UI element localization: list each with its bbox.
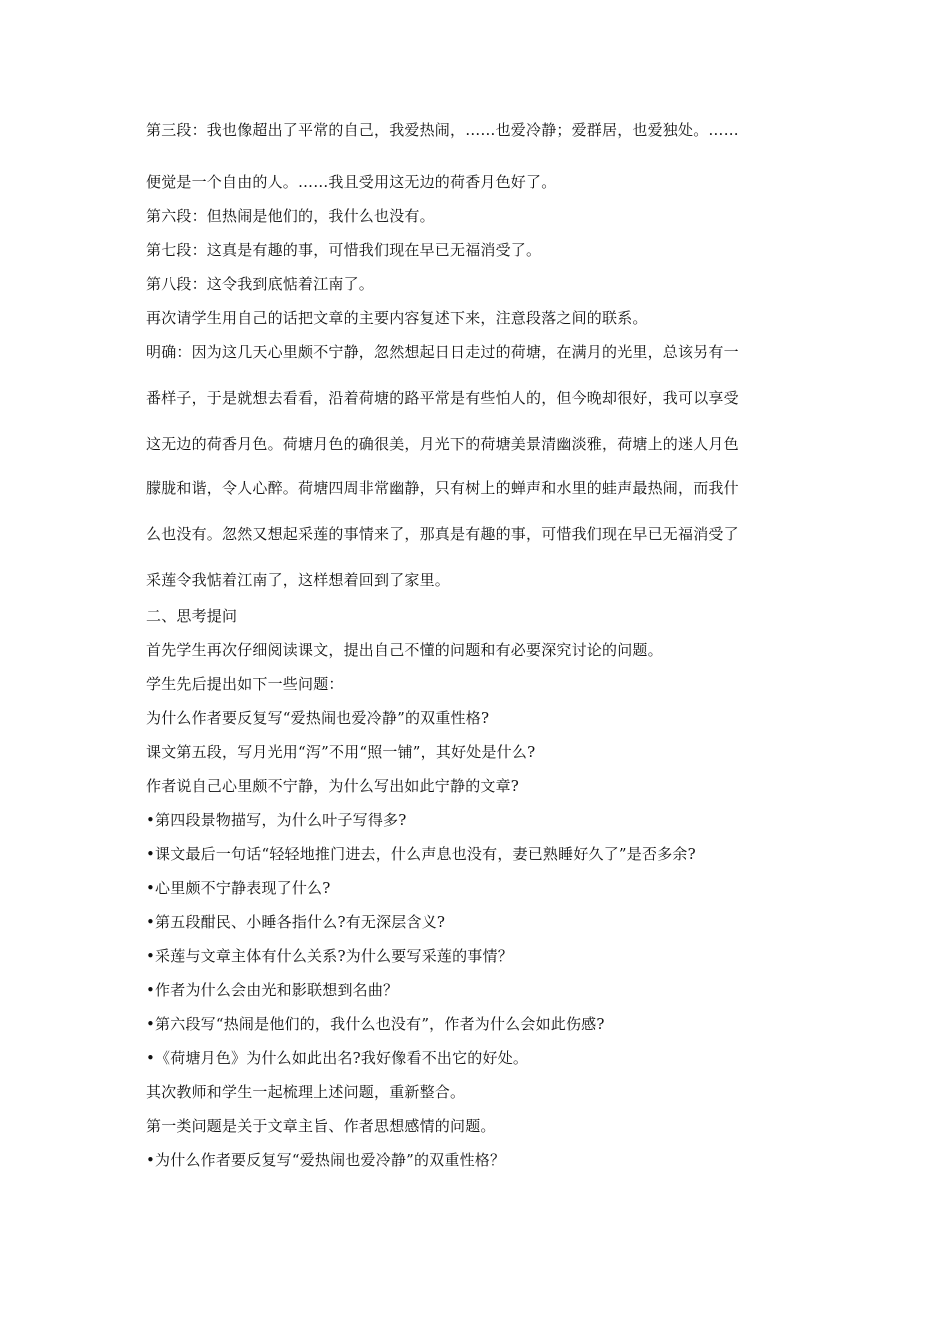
question-item: 课文第五段，写月光用“泻”不用“照一铺”，其好处是什么?: [146, 743, 536, 761]
text-line: 第八段：这令我到底惦着江南了。: [146, 275, 375, 293]
question-item: •《荷塘月色》为什么如此出名?我好像看不出它的好处。: [146, 1049, 529, 1067]
question-item: •采莲与文章主体有什么关系?为什么要写采莲的事情？: [146, 947, 513, 965]
text-line: 首先学生再次仔细阅读课文，提出自己不懂的问题和有必要深究讨论的问题。: [146, 641, 663, 659]
question-item: •第六段写“热闹是他们的，我什么也没有”，作者为什么会如此伤感?: [146, 1015, 605, 1033]
text-line: 第七段：这真是有趣的事，可惜我们现在早已无福消受了。: [146, 241, 542, 259]
text-line: 其次教师和学生一起梳理上述问题，重新整合。: [146, 1083, 466, 1101]
question-item: 为什么作者要反复写“爱热闹也爱冷静”的双重性格?: [146, 709, 490, 727]
text-line: 第一类问题是关于文章主旨、作者思想感情的问题。: [146, 1117, 496, 1135]
text-line: 采莲令我惦着江南了，这样想着回到了家里。: [146, 571, 451, 589]
text-line: 第六段：但热闹是他们的，我什么也没有。: [146, 207, 435, 225]
text-line: 第三段：我也像超出了平常的自己，我爱热闹，……也爱冷静；爱群居，也爱独处。……: [146, 121, 739, 139]
text-line: 明确：因为这几天心里颇不宁静，忽然想起日日走过的荷塘，在满月的光里，总该另有一: [146, 343, 739, 361]
question-item: 作者说自己心里颇不宁静，为什么写出如此宁静的文章?: [146, 777, 520, 795]
question-item: •第五段酣民、小睡各指什么?有无深层含义?: [146, 913, 446, 931]
question-item: •第四段景物描写，为什么叶子写得多?: [146, 811, 407, 829]
text-line: 这无边的荷香月色。荷塘月色的确很美，月光下的荷塘美景清幽淡雅，荷塘上的迷人月色: [146, 435, 739, 453]
text-line: 番样子，于是就想去看看，沿着荷塘的路平常是有些怕人的，但今晚却很好，我可以享受: [146, 389, 739, 407]
text-line: 便觉是一个自由的人。……我且受用这无边的荷香月色好了。: [146, 173, 557, 191]
text-line: 学生先后提出如下一些问题：: [146, 675, 344, 693]
text-line: 再次请学生用自己的话把文章的主要内容复述下来，注意段落之间的联系。: [146, 309, 648, 327]
section-heading: 二、思考提问: [146, 607, 238, 625]
question-item: •课文最后一句话“轻轻地推门进去，什么声息也没有，妻已熟睡好久了”是否多余?: [146, 845, 696, 863]
text-line: 朦胧和谐，令人心醉。荷塘四周非常幽静，只有树上的蝉声和水里的蛙声最热闹，而我什: [146, 479, 739, 497]
question-item: •为什么作者要反复写“爱热闹也爱冷静”的双重性格？: [146, 1151, 506, 1169]
text-line: 么也没有。忽然又想起采莲的事情来了，那真是有趣的事，可惜我们现在早已无福消受了: [146, 525, 739, 543]
question-item: •作者为什么会由光和影联想到名曲？: [146, 981, 399, 999]
question-item: •心里颇不宁静表现了什么?: [146, 879, 331, 897]
